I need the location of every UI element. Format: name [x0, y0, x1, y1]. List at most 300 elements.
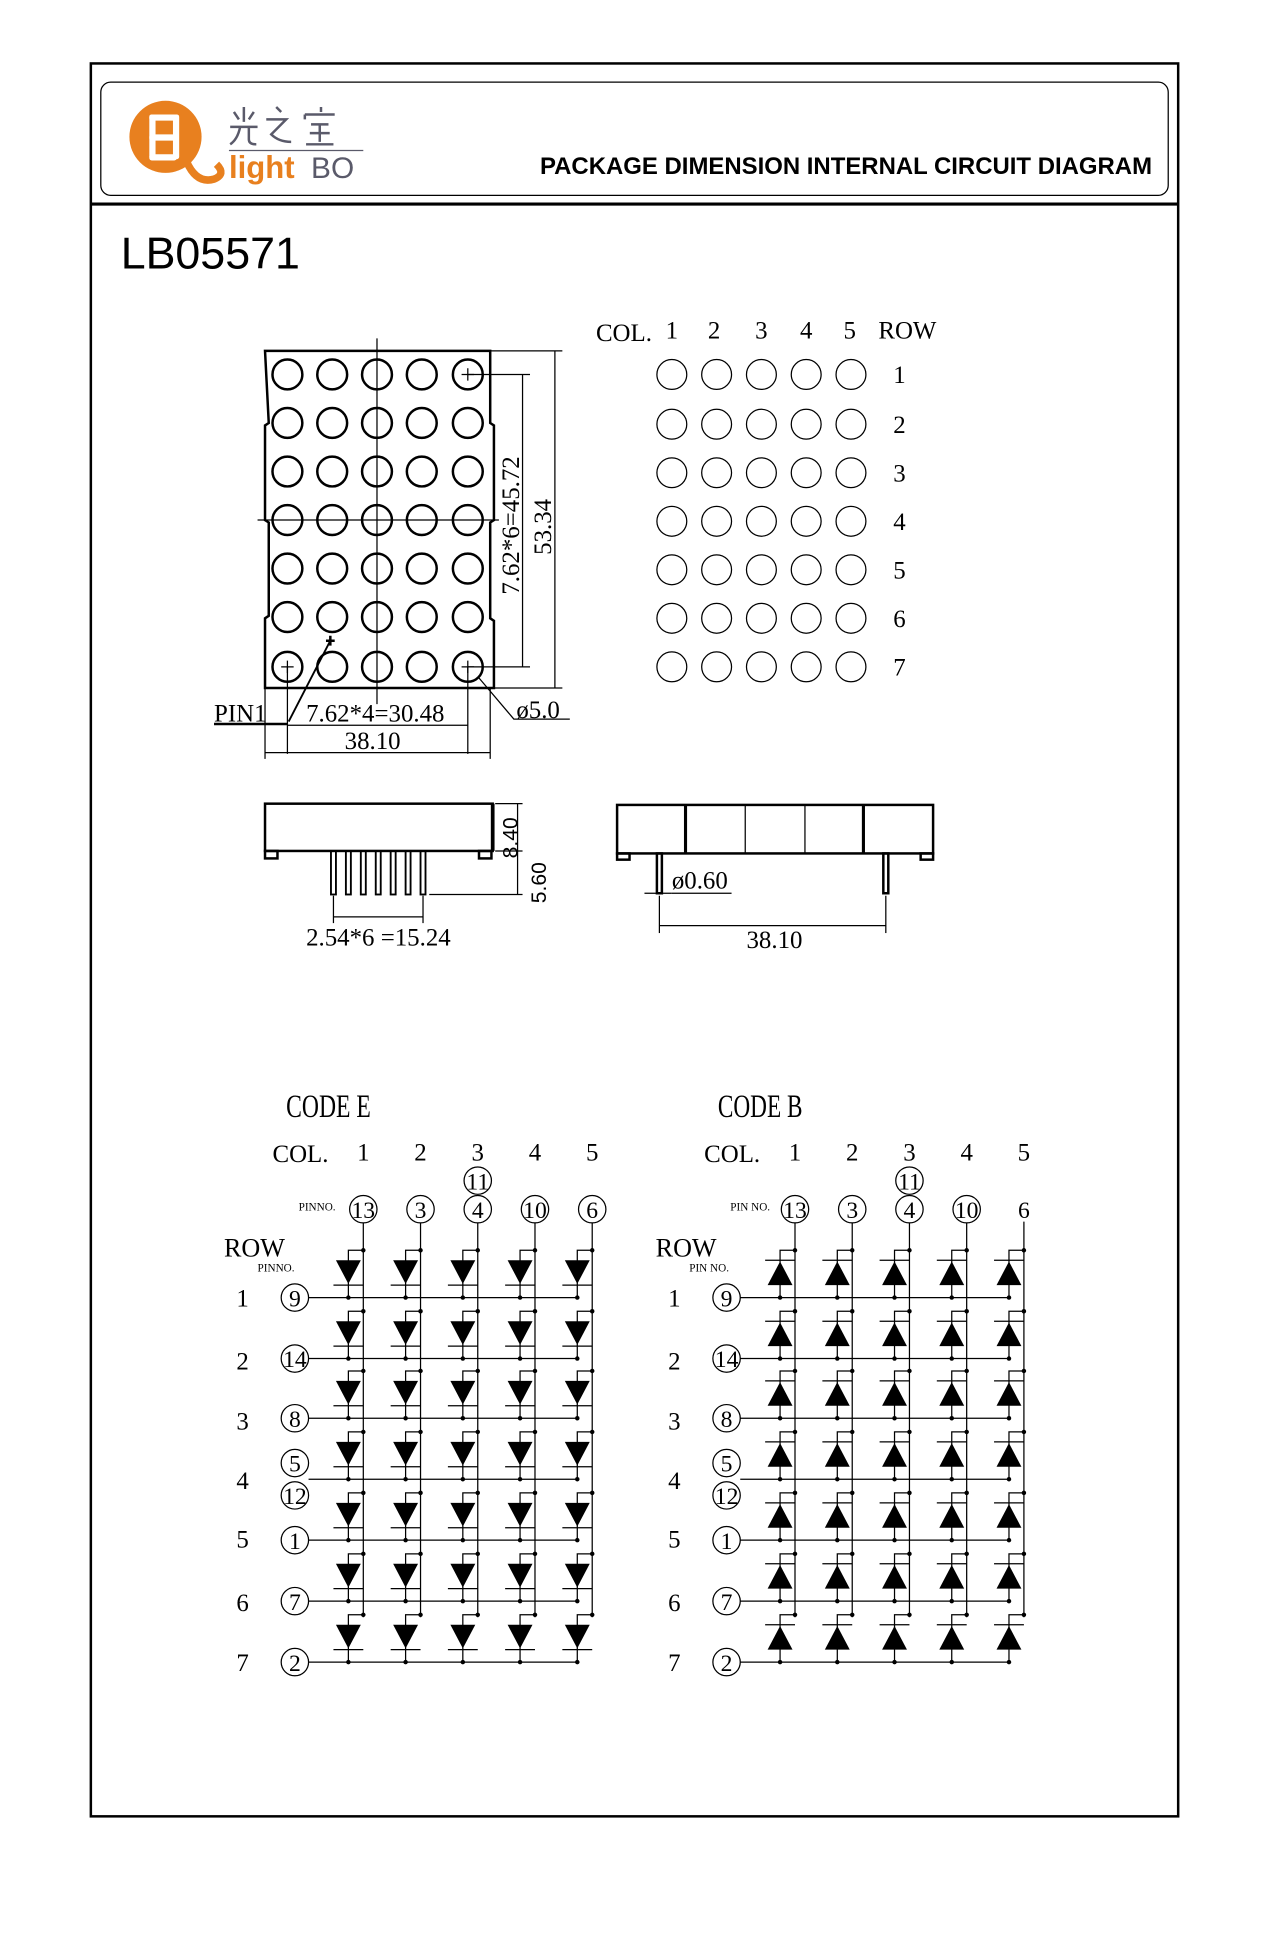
junction-dot: [518, 1356, 522, 1360]
col-number: 1: [788, 1139, 802, 1167]
led-dot: [657, 603, 687, 633]
led-diode-icon: [508, 1564, 533, 1588]
part-number: LB05571: [120, 228, 300, 279]
led-diode-icon: [882, 1565, 907, 1589]
row-pin-no-label: PIN NO.: [689, 1262, 730, 1275]
col-number: 4: [960, 1139, 973, 1167]
led-diode-icon: [939, 1626, 964, 1650]
junction-dot: [778, 1599, 782, 1603]
map-row-number: 2: [893, 411, 906, 439]
row-number: 5: [668, 1526, 681, 1554]
led-diode-icon: [825, 1322, 850, 1346]
circuit-title: CODE B: [717, 1088, 803, 1125]
row-number: 7: [236, 1649, 249, 1677]
junction-dot: [950, 1477, 954, 1481]
matrix-map: [657, 317, 906, 681]
svg-text:BO: BO: [311, 151, 355, 185]
junction-dot: [1007, 1538, 1011, 1542]
row-number: 1: [236, 1285, 249, 1313]
led-diode-icon: [508, 1442, 533, 1466]
map-col-number: 5: [843, 317, 856, 345]
junction-dot: [892, 1356, 896, 1360]
junction-dot: [533, 1309, 537, 1313]
junction-dot: [461, 1660, 465, 1664]
junction-dot: [793, 1491, 797, 1495]
junction-dot: [1022, 1309, 1026, 1313]
junction-dot: [346, 1416, 350, 1420]
led-dot: [657, 506, 687, 536]
junction-dot: [950, 1599, 954, 1603]
col-pin-number: 4: [903, 1197, 916, 1224]
junction-dot: [361, 1309, 365, 1313]
junction-dot: [892, 1477, 896, 1481]
map-row-number: 7: [893, 654, 906, 682]
header-title: PACKAGE DIMENSION INTERNAL CIRCUIT DIAGRAM: [539, 154, 1153, 181]
led-dot: [702, 409, 732, 439]
junction-dot: [835, 1599, 839, 1603]
row-pin-number: 8: [288, 1406, 301, 1433]
pin-no-label: PIN NO.: [730, 1201, 771, 1214]
led-diode-icon: [565, 1564, 590, 1588]
junction-dot: [1007, 1660, 1011, 1664]
junction-dot: [964, 1552, 968, 1556]
led-diode-icon: [882, 1382, 907, 1406]
junction-dot: [1022, 1248, 1026, 1252]
led-diode-icon: [997, 1565, 1022, 1589]
led-dot: [791, 409, 821, 439]
junction-dot: [418, 1369, 422, 1373]
junction-dot: [575, 1538, 579, 1542]
row-number: 2: [236, 1348, 249, 1376]
led-diode-icon: [336, 1564, 361, 1588]
junction-dot: [403, 1538, 407, 1542]
map-col-number: 1: [665, 317, 679, 345]
led-diode-icon: [450, 1442, 475, 1466]
junction-dot: [461, 1295, 465, 1299]
led-diode-icon: [825, 1565, 850, 1589]
junction-dot: [964, 1309, 968, 1313]
junction-dot: [575, 1416, 579, 1420]
led-dot: [407, 457, 437, 487]
dim-pin-pitch: 2.54*6 =15.24: [306, 924, 451, 952]
led-dot: [407, 652, 437, 682]
led-dot: [836, 409, 866, 439]
row-pin-number: 14: [714, 1347, 739, 1374]
map-col-label: COL.: [595, 319, 652, 347]
led-diode-icon: [508, 1503, 533, 1527]
led-diode-icon: [939, 1261, 964, 1285]
led-diode-icon: [939, 1382, 964, 1406]
junction-dot: [575, 1477, 579, 1481]
led-diode-icon: [565, 1260, 590, 1284]
led-diode-icon: [882, 1322, 907, 1346]
junction-dot: [1022, 1552, 1026, 1556]
col-pin-number: 3: [414, 1197, 427, 1224]
led-dot: [791, 506, 821, 536]
junction-dot: [950, 1538, 954, 1542]
junction-dot: [403, 1660, 407, 1664]
junction-dot: [778, 1538, 782, 1542]
col-pin-number: 6: [586, 1197, 599, 1224]
led-diode-icon: [939, 1443, 964, 1467]
end-view-drawing: [617, 805, 933, 933]
col-pin-number: 3: [846, 1197, 859, 1224]
col-pin-number: 11: [466, 1169, 490, 1196]
led-dot: [702, 506, 732, 536]
center-mark-icon: [281, 661, 293, 673]
junction-dot: [346, 1295, 350, 1299]
junction-dot: [950, 1295, 954, 1299]
junction-dot: [835, 1295, 839, 1299]
junction-dot: [476, 1613, 480, 1617]
led-dot: [453, 554, 483, 584]
junction-dot: [518, 1416, 522, 1420]
junction-dot: [892, 1599, 896, 1603]
led-dot: [272, 457, 302, 487]
junction-dot: [835, 1477, 839, 1481]
junction-dot: [590, 1491, 594, 1495]
led-diode-icon: [565, 1503, 590, 1527]
junction-dot: [518, 1295, 522, 1299]
map-row-label: ROW: [878, 317, 937, 345]
led-diode-icon: [508, 1381, 533, 1405]
led-diode-icon: [450, 1260, 475, 1284]
col-number: 2: [846, 1139, 859, 1167]
center-mark-icon: [462, 661, 474, 673]
junction-dot: [907, 1248, 911, 1252]
led-dot: [272, 360, 302, 390]
junction-dot: [518, 1660, 522, 1664]
led-diode-icon: [393, 1625, 418, 1649]
led-diode-icon: [336, 1381, 361, 1405]
map-col-number: 2: [707, 317, 721, 345]
led-diode-icon: [825, 1443, 850, 1467]
col-pin-number: 4: [471, 1197, 484, 1224]
junction-dot: [533, 1430, 537, 1434]
junction-dot: [950, 1356, 954, 1360]
junction-dot: [461, 1538, 465, 1542]
junction-dot: [533, 1491, 537, 1495]
led-diode-icon: [450, 1564, 475, 1588]
junction-dot: [361, 1369, 365, 1373]
led-dot: [317, 602, 347, 632]
junction-dot: [518, 1477, 522, 1481]
row-label: ROW: [223, 1233, 285, 1263]
junction-dot: [1007, 1416, 1011, 1420]
pin: [421, 851, 426, 895]
junction-dot: [533, 1248, 537, 1252]
junction-dot: [361, 1613, 365, 1617]
led-dot: [746, 360, 776, 390]
led-diode-icon: [336, 1442, 361, 1466]
junction-dot: [907, 1491, 911, 1495]
junction-dot: [850, 1369, 854, 1373]
led-diode-icon: [336, 1260, 361, 1284]
junction-dot: [590, 1613, 594, 1617]
junction-dot: [346, 1477, 350, 1481]
row-pin-number: 2: [720, 1650, 733, 1677]
led-dot: [317, 408, 347, 438]
led-dot: [791, 360, 821, 390]
row-pin-number: 5: [288, 1451, 301, 1478]
junction-dot: [950, 1416, 954, 1420]
led-dot: [702, 360, 732, 390]
led-diode-icon: [393, 1321, 418, 1345]
led-dot: [746, 603, 776, 633]
junction-dot: [533, 1613, 537, 1617]
row-pin-number: 1: [720, 1528, 733, 1555]
led-dot: [272, 602, 302, 632]
led-diode-icon: [882, 1443, 907, 1467]
junction-dot: [778, 1660, 782, 1664]
row-pin-number: 7: [720, 1589, 733, 1616]
led-dot: [272, 408, 302, 438]
led-diode-icon: [393, 1260, 418, 1284]
led-dot: [746, 506, 776, 536]
junction-dot: [418, 1552, 422, 1556]
junction-dot: [1007, 1477, 1011, 1481]
junction-dot: [1007, 1599, 1011, 1603]
junction-dot: [476, 1309, 480, 1313]
led-diode-icon: [768, 1382, 793, 1406]
led-diode-icon: [768, 1504, 793, 1528]
led-diode-icon: [882, 1504, 907, 1528]
map-row-number: 3: [893, 460, 906, 488]
row-pin-number: 9: [720, 1286, 733, 1313]
led-dot: [836, 603, 866, 633]
junction-dot: [575, 1599, 579, 1603]
row-pin-number: 9: [288, 1286, 301, 1313]
junction-dot: [403, 1599, 407, 1603]
junction-dot: [835, 1538, 839, 1542]
row-number: 5: [236, 1526, 249, 1554]
row-number: 6: [236, 1590, 249, 1618]
junction-dot: [590, 1552, 594, 1556]
junction-dot: [964, 1613, 968, 1617]
row-pin-number: 8: [720, 1406, 733, 1433]
led-dot: [317, 652, 347, 682]
center-mark-icon: [462, 368, 474, 380]
junction-dot: [461, 1599, 465, 1603]
junction-dot: [590, 1430, 594, 1434]
led-diode-icon: [768, 1322, 793, 1346]
led-dot: [453, 457, 483, 487]
junction-dot: [533, 1369, 537, 1373]
col-pin-number: 10: [523, 1197, 547, 1224]
led-dot: [453, 602, 483, 632]
pin: [391, 851, 396, 895]
junction-dot: [476, 1369, 480, 1373]
junction-dot: [361, 1248, 365, 1252]
led-diode-icon: [825, 1382, 850, 1406]
row-number: 4: [668, 1468, 681, 1496]
led-dot: [657, 652, 687, 682]
map-row-number: 4: [893, 508, 906, 536]
junction-dot: [907, 1552, 911, 1556]
col-number: 4: [528, 1139, 542, 1167]
row-number: 2: [668, 1348, 681, 1376]
row-number: 3: [668, 1408, 681, 1436]
junction-dot: [1022, 1369, 1026, 1373]
led-diode-icon: [939, 1565, 964, 1589]
led-diode-icon: [768, 1261, 793, 1285]
led-diode-icon: [450, 1625, 475, 1649]
col-label: COL.: [272, 1140, 329, 1168]
junction-dot: [418, 1491, 422, 1495]
led-diode-icon: [336, 1321, 361, 1345]
junction-dot: [964, 1430, 968, 1434]
led-dot: [836, 506, 866, 536]
junction-dot: [518, 1599, 522, 1603]
row-number: 3: [236, 1408, 249, 1436]
junction-dot: [793, 1430, 797, 1434]
row-number: 7: [668, 1649, 681, 1677]
map-col-number: 3: [755, 317, 768, 345]
led-diode-icon: [393, 1442, 418, 1466]
junction-dot: [403, 1356, 407, 1360]
led-diode-icon: [508, 1625, 533, 1649]
junction-dot: [590, 1369, 594, 1373]
junction-dot: [575, 1295, 579, 1299]
col-number: 3: [903, 1139, 916, 1167]
junction-dot: [964, 1491, 968, 1495]
led-diode-icon: [508, 1321, 533, 1345]
junction-dot: [476, 1248, 480, 1252]
col-number: 3: [471, 1139, 484, 1167]
led-dot: [746, 652, 776, 682]
led-dot: [272, 554, 302, 584]
junction-dot: [778, 1295, 782, 1299]
led-dot: [657, 458, 687, 488]
junction-dot: [892, 1538, 896, 1542]
led-dot: [746, 409, 776, 439]
row-pin-number: 1: [288, 1528, 301, 1555]
led-diode-icon: [997, 1382, 1022, 1406]
led-diode-icon: [450, 1503, 475, 1527]
led-dot: [791, 458, 821, 488]
led-diode-icon: [336, 1625, 361, 1649]
pin: [376, 851, 381, 895]
led-diode-icon: [825, 1261, 850, 1285]
led-dot: [836, 458, 866, 488]
led-dot: [702, 652, 732, 682]
pin: [346, 851, 351, 895]
led-diode-icon: [882, 1626, 907, 1650]
led-diode-icon: [450, 1321, 475, 1345]
led-diode-icon: [997, 1261, 1022, 1285]
pin: [406, 851, 411, 895]
dim-width-total: 38.10: [344, 727, 401, 755]
junction-dot: [850, 1552, 854, 1556]
led-dot: [702, 555, 732, 585]
col-pin-number: 6: [1018, 1197, 1030, 1224]
circuit-code-b: [656, 1088, 1030, 1677]
svg-text:light: light: [228, 149, 295, 185]
pin1-label: PIN1: [214, 700, 267, 728]
company-logo: [129, 101, 363, 185]
junction-dot: [533, 1552, 537, 1556]
dim-pin-diameter: ø0.60: [671, 867, 728, 895]
junction-dot: [793, 1369, 797, 1373]
junction-dot: [850, 1491, 854, 1495]
junction-dot: [907, 1369, 911, 1373]
led-diode-icon: [997, 1443, 1022, 1467]
led-diode-icon: [997, 1504, 1022, 1528]
pin-no-label: PINNO.: [298, 1201, 336, 1214]
dim-height-total: 53.34: [530, 498, 558, 555]
junction-dot: [1022, 1430, 1026, 1434]
junction-dot: [403, 1295, 407, 1299]
row-pin-number: 7: [288, 1589, 301, 1616]
junction-dot: [361, 1430, 365, 1434]
junction-dot: [476, 1491, 480, 1495]
row-number: 4: [236, 1468, 249, 1496]
junction-dot: [403, 1477, 407, 1481]
led-dot: [407, 602, 437, 632]
junction-dot: [850, 1309, 854, 1313]
led-dot: [657, 555, 687, 585]
led-diode-icon: [939, 1322, 964, 1346]
row-pin-number: 12: [283, 1484, 307, 1511]
row-label: ROW: [655, 1233, 717, 1263]
junction-dot: [461, 1356, 465, 1360]
junction-dot: [1022, 1613, 1026, 1617]
led-dot: [836, 652, 866, 682]
col-pin-number: 13: [351, 1197, 376, 1224]
col-number: 5: [1017, 1139, 1031, 1167]
junction-dot: [892, 1295, 896, 1299]
led-diode-icon: [393, 1381, 418, 1405]
row-pin-number: 14: [283, 1347, 307, 1374]
col-pin-number: 11: [898, 1169, 921, 1196]
junction-dot: [403, 1416, 407, 1420]
led-dot: [407, 360, 437, 390]
led-diode-icon: [393, 1503, 418, 1527]
led-diode-icon: [768, 1443, 793, 1467]
led-dot: [791, 652, 821, 682]
led-diode-icon: [450, 1381, 475, 1405]
dim-height-body: 8.40: [499, 817, 523, 859]
pin: [331, 851, 336, 895]
junction-dot: [461, 1477, 465, 1481]
row-pin-number: 2: [288, 1650, 301, 1677]
led-dot: [407, 554, 437, 584]
junction-dot: [950, 1660, 954, 1664]
junction-dot: [1022, 1491, 1026, 1495]
junction-dot: [778, 1356, 782, 1360]
led-dot: [657, 360, 687, 390]
junction-dot: [476, 1552, 480, 1556]
junction-dot: [907, 1613, 911, 1617]
led-diode-icon: [825, 1504, 850, 1528]
led-diode-icon: [565, 1442, 590, 1466]
led-diode-icon: [508, 1260, 533, 1284]
led-dot: [746, 458, 776, 488]
junction-dot: [346, 1660, 350, 1664]
col-pin-number: 10: [954, 1197, 979, 1224]
junction-dot: [346, 1356, 350, 1360]
junction-dot: [892, 1660, 896, 1664]
junction-dot: [892, 1416, 896, 1420]
junction-dot: [575, 1660, 579, 1664]
led-dot: [317, 457, 347, 487]
led-dot: [836, 555, 866, 585]
map-row-number: 1: [893, 362, 906, 390]
dim-dot-diameter: ø5.0: [516, 696, 560, 724]
led-diode-icon: [768, 1565, 793, 1589]
dim-pin-length: 5.60: [528, 862, 552, 904]
junction-dot: [1007, 1295, 1011, 1299]
